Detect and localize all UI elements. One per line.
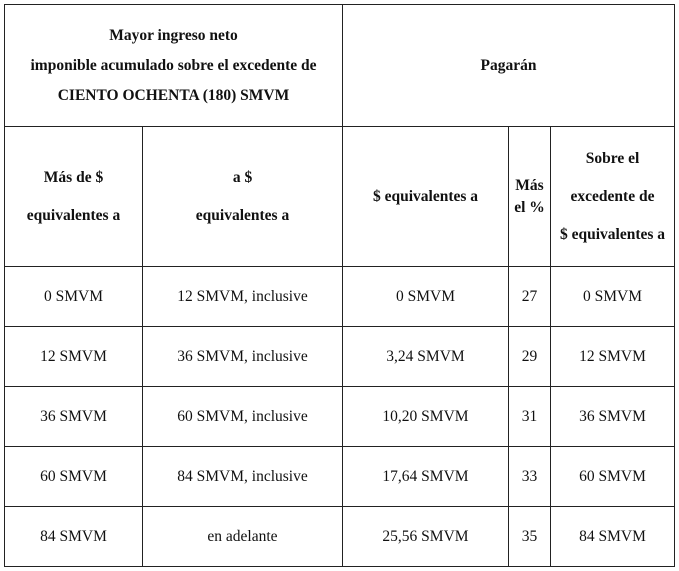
col-header-mas-el-pct [509, 127, 551, 267]
col-header-a-line-2: equivalentes a [195, 206, 290, 224]
col-header-excedente-line-3: $ equivalentes a [559, 225, 666, 243]
cell-a: 84 SMVM, inclusive [143, 447, 343, 507]
cell-pesos: 25,56 SMVM [343, 507, 509, 567]
col-header-mas-de [5, 127, 143, 267]
col-header-pesos-label: $ equivalentes a [372, 187, 479, 205]
cell-excedente: 60 SMVM [551, 447, 675, 507]
cell-pesos: 0 SMVM [343, 267, 509, 327]
cell-a: 60 SMVM, inclusive [143, 387, 343, 447]
cell-mas-de: 84 SMVM [5, 507, 143, 567]
cell-pct: 35 [509, 507, 551, 567]
cell-pct: 33 [509, 447, 551, 507]
col-header-sobre-excedente [551, 127, 675, 267]
col-header-pct-line-1: Más [515, 176, 544, 194]
cell-mas-de: 60 SMVM [5, 447, 143, 507]
column-header-row [5, 127, 675, 267]
col-header-mas-de-line-1: Más de $ [43, 168, 104, 186]
income-header-line-1: Mayor ingreso neto [109, 26, 238, 44]
table-header-row [5, 5, 675, 127]
cell-mas-de: 0 SMVM [5, 267, 143, 327]
cell-a: 12 SMVM, inclusive [143, 267, 343, 327]
col-header-pct-line-2: el % [514, 198, 545, 216]
cell-pesos: 3,24 SMVM [343, 327, 509, 387]
cell-a: en adelante [143, 507, 343, 567]
cell-pesos: 17,64 SMVM [343, 447, 509, 507]
cell-mas-de: 36 SMVM [5, 387, 143, 447]
col-header-excedente-line-1: Sobre el [585, 149, 640, 167]
pagaran-header [343, 5, 675, 127]
table-row [5, 267, 675, 327]
cell-mas-de: 12 SMVM [5, 327, 143, 387]
col-header-a [143, 127, 343, 267]
table-row [5, 507, 675, 567]
cell-excedente: 0 SMVM [551, 267, 675, 327]
cell-excedente: 12 SMVM [551, 327, 675, 387]
cell-pct: 27 [509, 267, 551, 327]
pagaran-header-label: Pagarán [480, 56, 537, 74]
cell-pesos: 10,20 SMVM [343, 387, 509, 447]
cell-pct: 31 [509, 387, 551, 447]
col-header-excedente-line-2: excedente de [570, 187, 655, 205]
col-header-a-line-1: a $ [232, 168, 253, 186]
table-row [5, 447, 675, 507]
income-header-line-3: CIENTO OCHENTA (180) SMVM [57, 86, 290, 104]
cell-excedente: 84 SMVM [551, 507, 675, 567]
table-row [5, 387, 675, 447]
tax-scale-table [4, 4, 675, 567]
income-header-line-2: imponible acumulado sobre el excedente de [30, 56, 317, 74]
cell-pct: 29 [509, 327, 551, 387]
cell-a: 36 SMVM, inclusive [143, 327, 343, 387]
col-header-mas-de-line-2: equivalentes a [26, 206, 121, 224]
col-header-pesos-equivalentes [343, 127, 509, 267]
table-row [5, 327, 675, 387]
cell-excedente: 36 SMVM [551, 387, 675, 447]
income-range-header [5, 5, 343, 127]
